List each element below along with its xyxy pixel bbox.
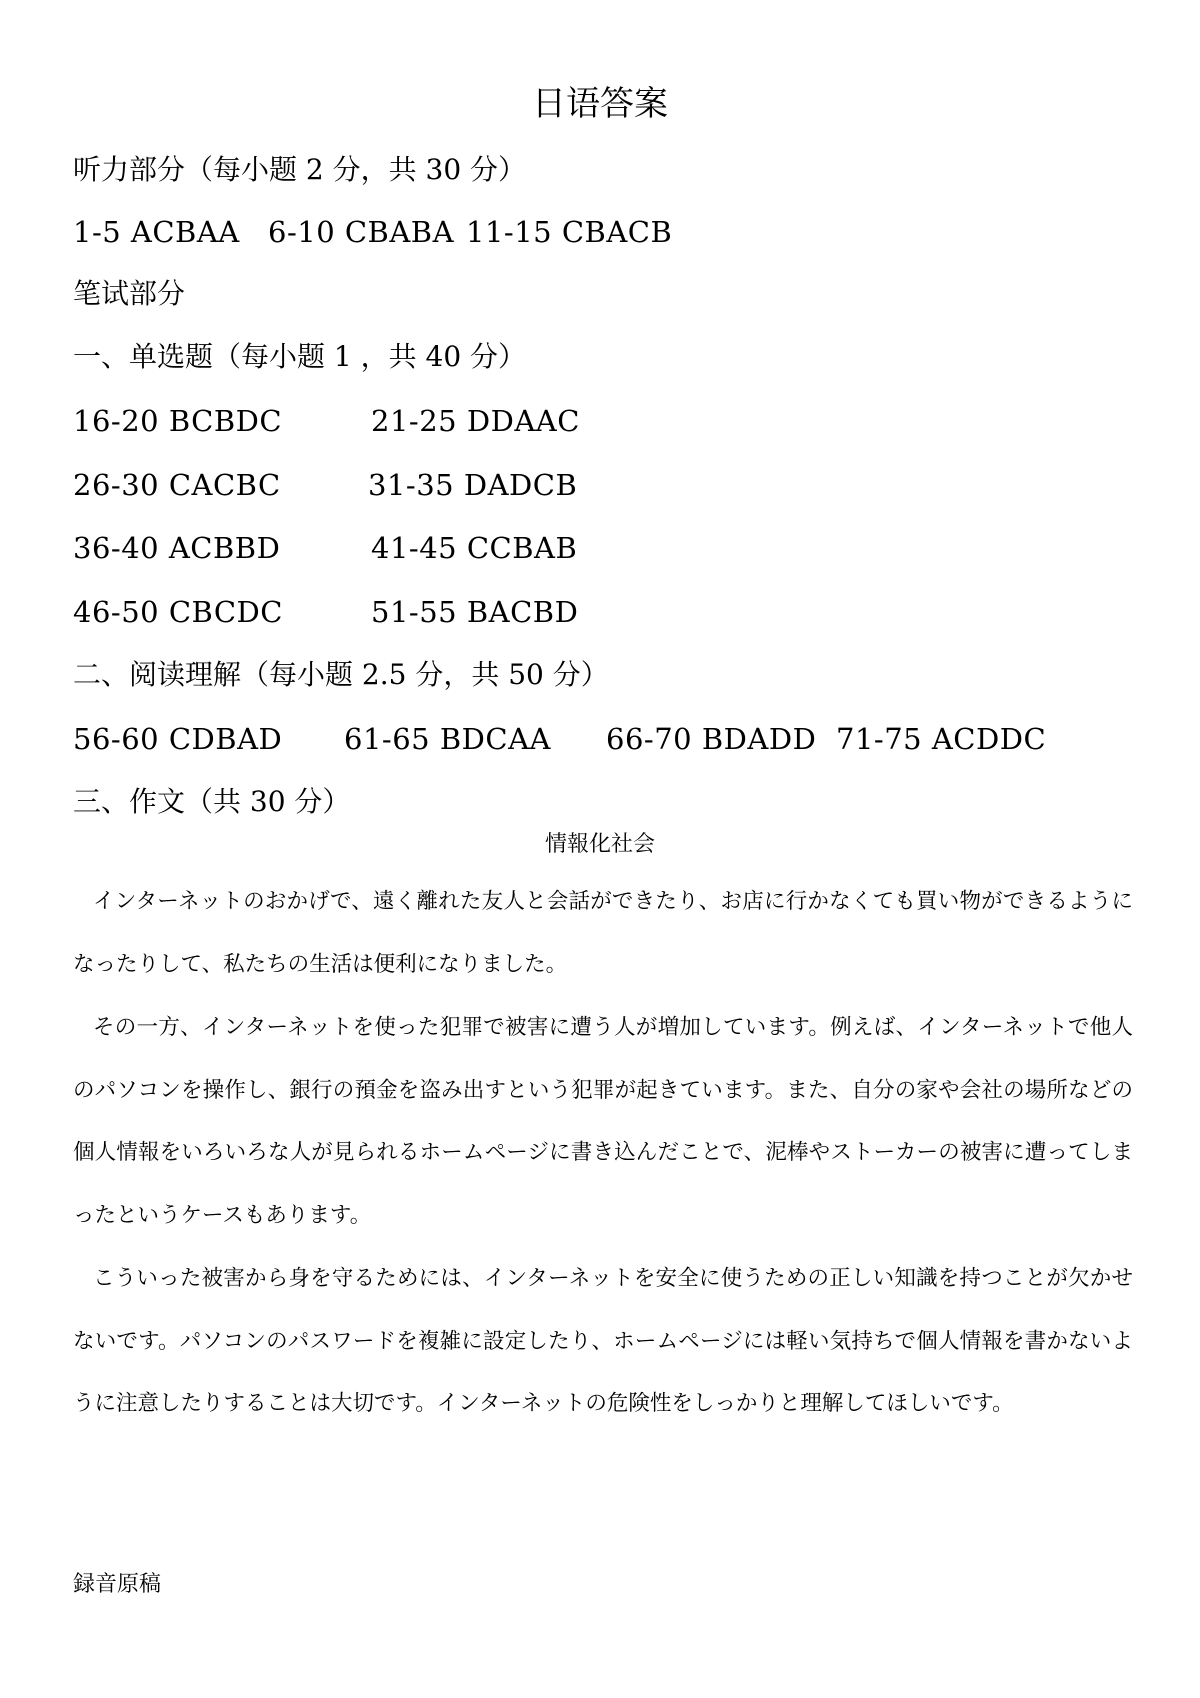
answer-group: 6-10 CBABA [268,215,455,249]
section1-heading: 一、单选题（每小题 1 ，共 40 分） [73,340,527,373]
essay-paragraph: その一方、インターネットを使った犯罪で被害に遭う人が増加しています。例えば、インターネットで他人のパソコンを操作し、銀行の預金を盗み出すという犯罪が起きています。また、自分の家や会社の場所などの個人情報をいろいろな人が見られるホームページに書き込んだことで、泥棒やストーカーの被害に遭ってしまったというケースもあります。 [73,1015,1133,1228]
written-heading: 笔试部分 [73,277,186,310]
page-title: 日语答案 [532,84,668,124]
essay-title: 情報化社会 [544,832,655,857]
answer-group: 16-20 BCBDC [73,404,283,438]
answer-group: 66-70 BDADD [606,722,817,756]
answer-group: 21-25 DDAAC [371,404,580,438]
essay-paragraph: インターネットのおかげで、遠く離れた友人と会話ができたり、お店に行かなくても買い物ができるようになったりして、私たちの生活は便利になりました。 [73,889,1133,977]
answer-group: 41-45 CCBAB [371,531,578,565]
answer-group: 46-50 CBCDC [73,595,283,629]
answer-group: 56-60 CDBAD [73,722,283,756]
recording-transcript-heading: 録音原稿 [73,1572,162,1597]
listening-heading: 听力部分（每小题 2 分，共 30 分） [73,153,527,186]
answer-group: 36-40 ACBBD [73,531,281,565]
section2-heading: 二、阅读理解（每小题 2.5 分，共 50 分） [73,658,609,691]
section3-heading: 三、作文（共 30 分） [73,785,351,818]
answer-group: 11-15 CBACB [466,215,673,249]
answer-group: 31-35 DADCB [368,468,578,502]
answer-group: 71-75 ACDDC [836,722,1047,756]
answer-group: 1-5 ACBAA [73,215,240,249]
answer-group: 61-65 BDCAA [344,722,551,756]
essay-paragraph: こういった被害から身を守るためには、インターネットを安全に使うための正しい知識を持つことが欠かせないです。パソコンのパスワードを複雑に設定したり、ホームページには軽い気持ちで個人情報を書かないように注意したりすることは大切です。インターネットの危険性をしっかりと理解してほしいです。 [73,1266,1133,1416]
answer-group: 26-30 CACBC [73,468,281,502]
answer-group: 51-55 BACBD [371,595,579,629]
